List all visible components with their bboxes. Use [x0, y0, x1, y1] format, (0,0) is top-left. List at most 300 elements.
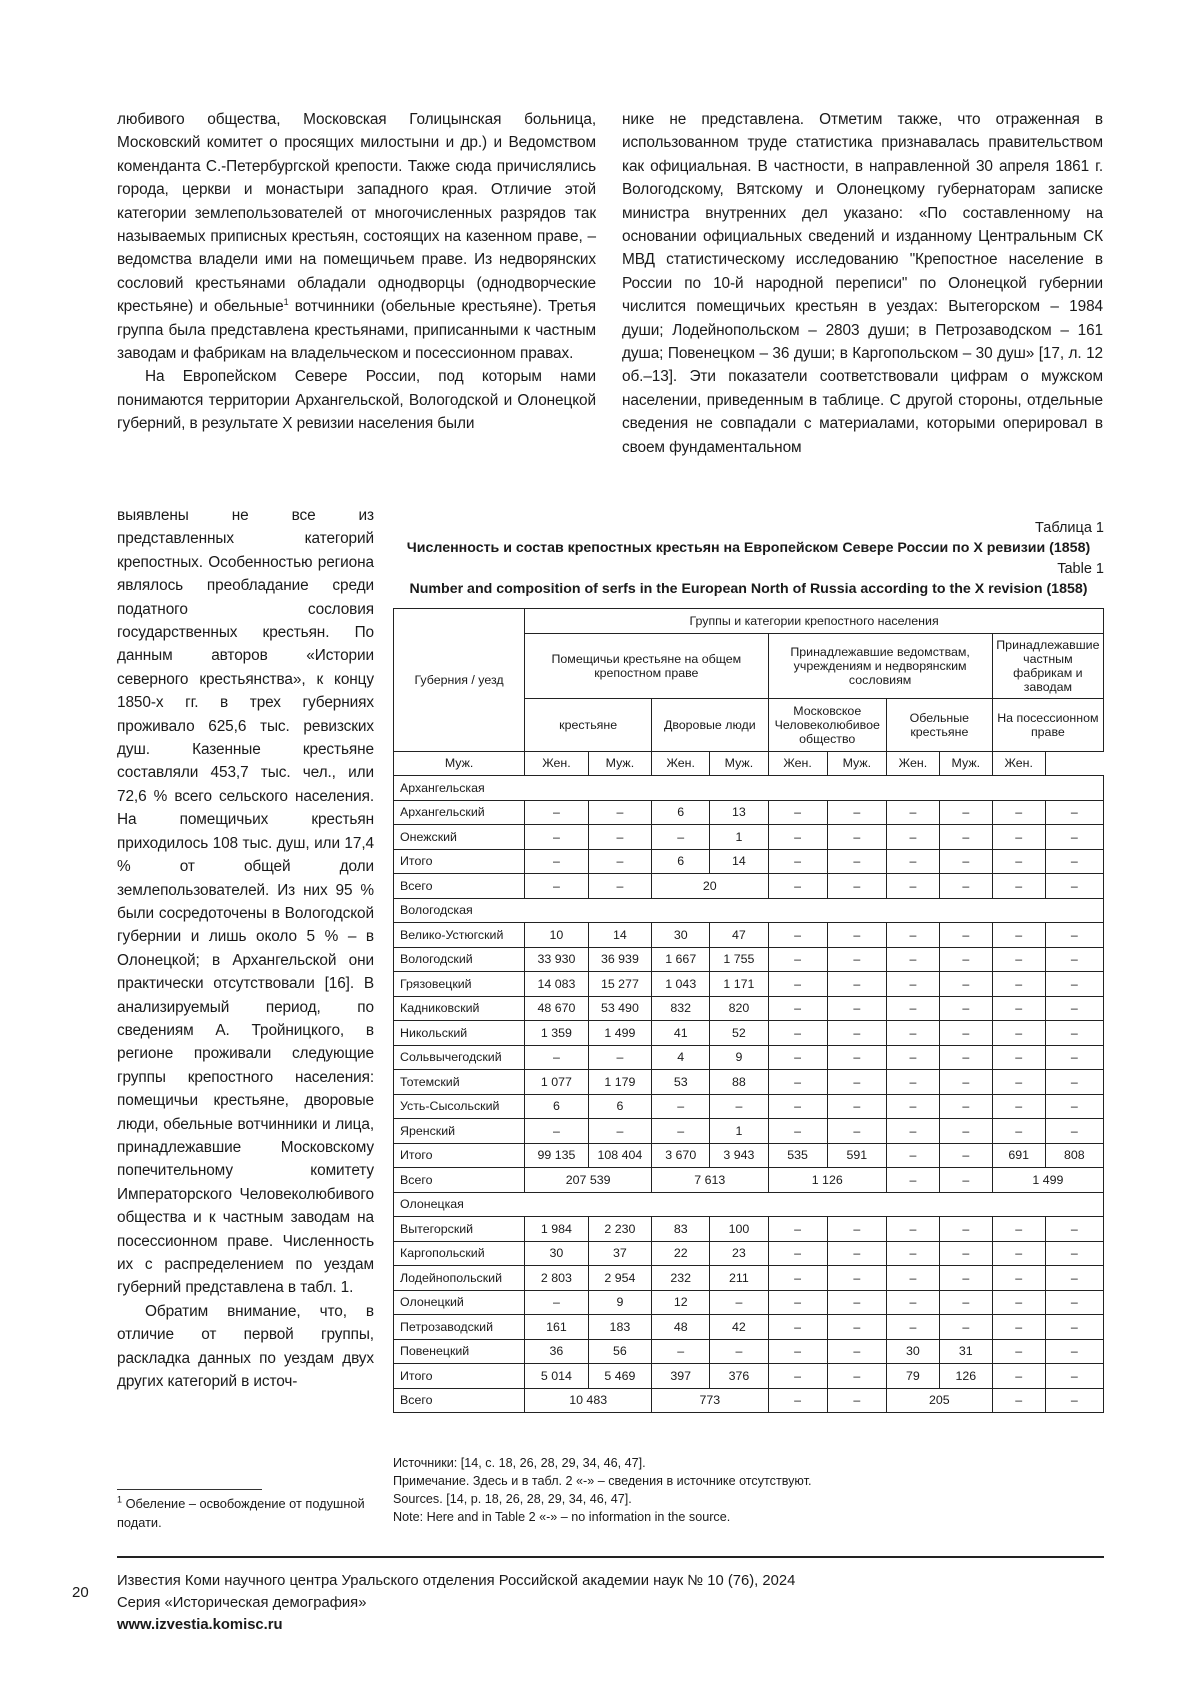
table-cell: – [588, 825, 651, 850]
table-cell: – [652, 825, 710, 850]
district-name: Всего [394, 874, 525, 899]
table-cell: 9 [588, 1290, 651, 1315]
note-ru: Примечание. Здесь и в табл. 2 «-» – сведения в источнике отсутствуют. [393, 1474, 812, 1488]
table-cell: – [1045, 1266, 1103, 1291]
table-cell: – [710, 1094, 768, 1119]
table-cell: 1 984 [525, 1217, 588, 1242]
table-cell: – [768, 1045, 827, 1070]
table-cell: – [886, 923, 939, 948]
table-cell: 1 179 [588, 1070, 651, 1095]
table-cell: – [939, 1217, 992, 1242]
table-row-region [394, 898, 1104, 923]
table-cell: – [1045, 947, 1103, 972]
table-cell: 691 [992, 1143, 1045, 1168]
table-cell: – [886, 1266, 939, 1291]
header-male: Муж. [827, 751, 886, 776]
table-cell: – [827, 874, 886, 899]
district-name: Всего [394, 1388, 525, 1413]
footnote-ref[interactable]: 1 [283, 297, 289, 308]
table-cell: 13 [710, 800, 768, 825]
table-cell: 820 [710, 996, 768, 1021]
table-cell: – [652, 1339, 710, 1364]
table-cell: – [992, 1217, 1045, 1242]
district-name: Итого [394, 1143, 525, 1168]
district-name: Олонецкий [394, 1290, 525, 1315]
table-cell: – [886, 1070, 939, 1095]
table-row [394, 1241, 1104, 1266]
table-cell: – [827, 1241, 886, 1266]
table-cell: – [939, 1168, 992, 1193]
table-row [394, 1143, 1104, 1168]
table-row [394, 1290, 1104, 1315]
paragraph: нике не представлена. Отметим также, что отраженная в использованном труде статистика признавалась правительством как официальная. В частности, в направленной 30 апреля 1861 г. Вологодскому, Вятскому и Олонецкому губернаторам записке министра внутренних дел указано: «По составленному на основании официальных сведений и изданному Центральным СК МВД статистическому исследованию "Крепостное население в России по 10-й народной переписи" по Олонецкой губернии числится помещичьих крестьян в уездах: Вытегорском – 1984 души; Лодейнопольском – 2803 души; в Петрозаводском – 161 душа; Повенецком – 36 души; в Каргопольском – 30 душ» [17, л. 12 об.–13]. Эти показатели соответствовали цифрам о мужском населении, приведенным в таблице. С другой стороны, отдельные сведения не совпадали с материалами, которыми оперировал в своем фундаментальном [622, 111, 1103, 456]
table-cell: – [827, 1045, 886, 1070]
table-cell: 36 [525, 1339, 588, 1364]
table-cell: – [992, 1388, 1045, 1413]
table-cell: – [827, 972, 886, 997]
header-male: Муж. [939, 751, 992, 776]
table-cell: 47 [710, 923, 768, 948]
table-cell: 30 [652, 923, 710, 948]
district-name: Итого [394, 1364, 525, 1389]
table-cell: 10 483 [525, 1388, 652, 1413]
table-row-total [394, 874, 1104, 899]
table-title-ru: Численность и состав крепостных крестьян на Европейском Севере России по Х ревизии (1858) [406, 540, 1091, 556]
header-groups: Группы и категории крепостного населения [525, 609, 1104, 634]
table-cell: – [992, 1266, 1045, 1291]
header-group-institutions: Принадлежавшие ведомствам, учреждениям и недворянским сословиям [768, 633, 992, 698]
data-table [393, 608, 1104, 1413]
table-row-total [394, 1388, 1104, 1413]
series-title: Серия «Историческая демография» [117, 1595, 367, 1611]
table-cell: – [768, 1290, 827, 1315]
table-cell: 99 135 [525, 1143, 588, 1168]
table-cell: – [886, 1119, 939, 1144]
table-cell: – [886, 1241, 939, 1266]
table-row [394, 1315, 1104, 1340]
table-cell: 2 230 [588, 1217, 651, 1242]
table-cell: – [1045, 972, 1103, 997]
table-cell: – [1045, 1339, 1103, 1364]
table-cell: 6 [525, 1094, 588, 1119]
table-cell: 2 803 [525, 1266, 588, 1291]
table-cell: – [710, 1290, 768, 1315]
table-cell: – [827, 1315, 886, 1340]
table-cell: 7 613 [652, 1168, 768, 1193]
table-cell: – [768, 1315, 827, 1340]
table-cell: 14 [710, 849, 768, 874]
table-cell: 3 943 [710, 1143, 768, 1168]
region-name: Архангельская [394, 776, 525, 801]
table-cell: – [886, 1315, 939, 1340]
table-cell: 1 [710, 1119, 768, 1144]
table-cell: – [768, 1070, 827, 1095]
table-cell [525, 1192, 1104, 1217]
table-cell: – [992, 1021, 1045, 1046]
table-cell: – [768, 1094, 827, 1119]
table-cell: – [588, 849, 651, 874]
table-cell: – [939, 849, 992, 874]
district-name: Кадниковский [394, 996, 525, 1021]
table-cell: – [588, 874, 651, 899]
table-cell: – [939, 1021, 992, 1046]
table-cell: 9 [710, 1045, 768, 1070]
table-cell: 23 [710, 1241, 768, 1266]
table-cell: – [939, 1241, 992, 1266]
table-cell: – [939, 947, 992, 972]
table-row [394, 1339, 1104, 1364]
table-cell: – [1045, 1388, 1103, 1413]
table-cell: – [1045, 923, 1103, 948]
table-cell: – [1045, 874, 1103, 899]
table-cell: – [992, 874, 1045, 899]
table-cell: – [939, 996, 992, 1021]
header-male: Муж. [394, 751, 525, 776]
table-cell: – [768, 849, 827, 874]
table-cell: – [992, 996, 1045, 1021]
table-cell: 15 277 [588, 972, 651, 997]
table-cell: 12 [652, 1290, 710, 1315]
table-cell: – [768, 874, 827, 899]
table-cell: – [710, 1339, 768, 1364]
table-cell: 832 [652, 996, 710, 1021]
table-cell: 1 667 [652, 947, 710, 972]
region-name: Вологодская [394, 898, 525, 923]
paragraph: Обратим внимание, что, в отличие от первой группы, раскладка данных по уездам двух других категорий в источ- [117, 1302, 374, 1391]
table-cell: 5 014 [525, 1364, 588, 1389]
table-cell: 88 [710, 1070, 768, 1095]
table-cell: – [886, 1143, 939, 1168]
table-cell: 14 083 [525, 972, 588, 997]
table-cell: 126 [939, 1364, 992, 1389]
table-cell: – [939, 972, 992, 997]
table-cell: 37 [588, 1241, 651, 1266]
table-cell: 232 [652, 1266, 710, 1291]
table-cell: – [827, 800, 886, 825]
district-name: Велико-Устюгский [394, 923, 525, 948]
table-cell: – [1045, 1241, 1103, 1266]
table-cell: 48 [652, 1315, 710, 1340]
header-male: Муж. [710, 751, 768, 776]
table-cell: 211 [710, 1266, 768, 1291]
table-cell: – [886, 874, 939, 899]
header-obelnye: Обельные крестьяне [886, 698, 992, 751]
table-cell: – [886, 1094, 939, 1119]
table-cell: – [886, 849, 939, 874]
table-row [394, 1094, 1104, 1119]
table-cell: – [939, 800, 992, 825]
table-cell: – [1045, 1315, 1103, 1340]
table-cell: 36 939 [588, 947, 651, 972]
journal-url[interactable]: www.izvestia.komisc.ru [117, 1617, 283, 1633]
district-name: Онежский [394, 825, 525, 850]
table-cell: – [1045, 849, 1103, 874]
table-cell: 1 499 [588, 1021, 651, 1046]
table-cell: – [525, 1119, 588, 1144]
table-cell: – [886, 996, 939, 1021]
header-group-factories: Принадлежавшие частным фабрикам и заводам [992, 633, 1103, 698]
table-row [394, 972, 1104, 997]
table-cell: – [525, 825, 588, 850]
table-cell: – [992, 1119, 1045, 1144]
table-cell: – [992, 1045, 1045, 1070]
table-cell: – [992, 1339, 1045, 1364]
note-en: Note: Here and in Table 2 «-» – no information in the source. [393, 1510, 731, 1524]
district-name: Яренский [394, 1119, 525, 1144]
table-cell: 33 930 [525, 947, 588, 972]
table-cell: – [525, 849, 588, 874]
table-cell: 30 [886, 1339, 939, 1364]
table-cell: – [992, 800, 1045, 825]
table-cell: 41 [652, 1021, 710, 1046]
table-cell: – [827, 1339, 886, 1364]
paragraph: На Европейском Севере России, под которым нами понимаются территории Архангельской, Вологодской и Олонецкой губерний, в результате Х ревизии населения были [117, 368, 596, 433]
table-cell: 5 469 [588, 1364, 651, 1389]
table-row-region [394, 776, 1104, 801]
table-cell: – [886, 1045, 939, 1070]
right-column-top [622, 108, 1103, 459]
table-cell: – [768, 1217, 827, 1242]
sources-en: Sources. [14, p. 18, 26, 28, 29, 34, 46, 47]. [393, 1492, 632, 1506]
table-cell: 1 499 [992, 1168, 1103, 1193]
table-cell: 83 [652, 1217, 710, 1242]
district-name: Вытегорский [394, 1217, 525, 1242]
table-cell: – [768, 1241, 827, 1266]
header-female: Жен. [652, 751, 710, 776]
paragraph: любивого общества, Московская Голицынская больница, Московский комитет о просящих милостыни и др.) и Ведомством коменданта С.-Петербургской крепости. Также сюда причислялись города, церкви и монастыри западного края. Отличие этой категории землепользователей от многочисленных разрядов так называемых приписных крестьян, состоящих на казенном праве, – ведомства владели ими на помещичьем праве. Из недворянских сословий крестьянами обладали однодворцы (однодворческие крестьяне) и обельные$^1$ вотчинники (обельные крестьяне). Третья группа была представлена крестьянами, приписанными к частным заводам и фабрикам на владельческом и посессионном правах. [117, 111, 596, 363]
table-cell: 6 [652, 800, 710, 825]
left-column-narrow [117, 504, 374, 1393]
table-cell: – [652, 1094, 710, 1119]
table-cell: – [886, 1217, 939, 1242]
table-cell: – [939, 1070, 992, 1095]
district-name: Архангельский [394, 800, 525, 825]
table-cell: – [886, 972, 939, 997]
header-female: Жен. [768, 751, 827, 776]
table-cell: – [588, 1119, 651, 1144]
table-cell: – [939, 1119, 992, 1144]
table-cell: – [886, 1290, 939, 1315]
table-cell: – [525, 1290, 588, 1315]
table-cell: 52 [710, 1021, 768, 1046]
district-name: Лодейнопольский [394, 1266, 525, 1291]
table-cell: 1 359 [525, 1021, 588, 1046]
table-cell: 1 171 [710, 972, 768, 997]
table-row-total [394, 1168, 1104, 1193]
table-number-ru: Таблица 1 [1035, 520, 1104, 536]
table-cell: – [827, 1388, 886, 1413]
table-cell: – [886, 947, 939, 972]
table-cell: – [1045, 1364, 1103, 1389]
table-cell: – [886, 825, 939, 850]
district-name: Итого [394, 849, 525, 874]
table-cell: 1 043 [652, 972, 710, 997]
table-cell: – [588, 1045, 651, 1070]
district-name: Петрозаводский [394, 1315, 525, 1340]
table-cell: – [827, 1364, 886, 1389]
district-name: Всего [394, 1168, 525, 1193]
table-cell: – [886, 800, 939, 825]
table-cell: – [827, 1217, 886, 1242]
table-cell: – [768, 923, 827, 948]
table-cell: – [1045, 1290, 1103, 1315]
table-cell: – [992, 1070, 1045, 1095]
table-cell: – [1045, 1045, 1103, 1070]
table-cell: – [1045, 996, 1103, 1021]
table-cell: 4 [652, 1045, 710, 1070]
header-group-landlord: Помещичьи крестьяне на общем крепостном праве [525, 633, 768, 698]
district-name: Вологодский [394, 947, 525, 972]
table-cell: 22 [652, 1241, 710, 1266]
sources-ru: Источники: [14, с. 18, 26, 28, 29, 34, 46, 47]. [393, 1456, 646, 1470]
header-household: Дворовые люди [652, 698, 768, 751]
table-row [394, 923, 1104, 948]
table-cell: – [939, 1094, 992, 1119]
table-cell: 1 077 [525, 1070, 588, 1095]
table-cell: – [939, 1143, 992, 1168]
table-cell: – [588, 800, 651, 825]
table-cell: 205 [886, 1388, 992, 1413]
table-cell: 30 [525, 1241, 588, 1266]
table-cell: 56 [588, 1339, 651, 1364]
header-moscow-society: Московское Человеколюбивое общество [768, 698, 886, 751]
table-row [394, 800, 1104, 825]
header-peasants: крестьяне [525, 698, 652, 751]
table-cell: 3 670 [652, 1143, 710, 1168]
district-name: Усть-Сысольский [394, 1094, 525, 1119]
header-male: Муж. [588, 751, 651, 776]
table-cell [525, 776, 1104, 801]
table-cell: 535 [768, 1143, 827, 1168]
table-cell: 808 [1045, 1143, 1103, 1168]
table-cell: 42 [710, 1315, 768, 1340]
table-cell: – [768, 996, 827, 1021]
table-cell: – [992, 1241, 1045, 1266]
table-cell: – [827, 923, 886, 948]
district-name: Сольвычегодский [394, 1045, 525, 1070]
header-female: Жен. [992, 751, 1045, 776]
footnote-divider [117, 1489, 262, 1490]
table-cell: – [886, 1021, 939, 1046]
table-cell: – [886, 1168, 939, 1193]
header-possession: На посессионном праве [992, 698, 1103, 751]
paragraph: выявлены не все из представленных категорий крепостных. Особенностью региона являлось преобладание среди податного сословия государственных крестьян. По данным авторов «Истории северного крестьянства», к концу 1850-х гг. в трех губерниях проживало 625,6 тыс. ревизских душ. Казенные крестьяне составляли 453,7 тыс. чел., или 72,6 % всего сельского населения. На помещичьих крестьян приходилось 108 тыс. душ, или 17,4 % от общей доли землепользователей. Из них 95 % были сосредоточены в Вологодской губернии и лишь около 5 % – в Олонецкой; в Архангельской они практически отсутствовали [16]. В анализируемый период, по сведениям А. Тройницкого, в регионе проживали следующие группы крепостного населения: помещичьи крестьяне, дворовые люди, обельные вотчинники и лица, принадлежавшие Московскому попечительному комитету Императорского Человеколюбивого общества и к частным заводам на посессионном праве. Численность их с распределением по уездам губерний представлена в табл. 1. [117, 507, 374, 1297]
table-cell: 108 404 [588, 1143, 651, 1168]
table-cell: – [939, 1290, 992, 1315]
table-cell: – [939, 923, 992, 948]
table-cell [525, 898, 1104, 923]
table-cell: 100 [710, 1217, 768, 1242]
table-cell: – [827, 947, 886, 972]
table-row [394, 1119, 1104, 1144]
table-cell: – [1045, 1119, 1103, 1144]
footnote: $^1$ Обеление – освобождение от подушной подати. [117, 1494, 365, 1530]
table-cell: – [768, 1364, 827, 1389]
district-name: Грязовецкий [394, 972, 525, 997]
table-cell: – [827, 825, 886, 850]
district-name: Никольский [394, 1021, 525, 1046]
table-cell: – [1045, 1021, 1103, 1046]
table-row [394, 1217, 1104, 1242]
district-name: Повенецкий [394, 1339, 525, 1364]
journal-title: Известия Коми научного центра Уральского отделения Российской академии наук № 10 (76), 2024 [117, 1573, 796, 1589]
table-cell: 6 [588, 1094, 651, 1119]
table-cell: – [652, 1119, 710, 1144]
page-number: 20 [72, 1584, 89, 1601]
header-gubernia: Губерния / уезд [394, 609, 525, 752]
table-cell: – [768, 1021, 827, 1046]
table-cell: 773 [652, 1388, 768, 1413]
table-cell: 397 [652, 1364, 710, 1389]
table-cell: 183 [588, 1315, 651, 1340]
table-cell: 1 [710, 825, 768, 850]
table-row [394, 1266, 1104, 1291]
table-cell: – [939, 825, 992, 850]
table-cell: – [827, 1094, 886, 1119]
table-cell: – [768, 972, 827, 997]
table-cell: – [939, 1045, 992, 1070]
table-row [394, 1021, 1104, 1046]
region-name: Олонецкая [394, 1192, 525, 1217]
table-cell: 48 670 [525, 996, 588, 1021]
table-cell: – [827, 1021, 886, 1046]
table-cell: 2 954 [588, 1266, 651, 1291]
table-cell: 207 539 [525, 1168, 652, 1193]
table-row [394, 996, 1104, 1021]
table-row [394, 1364, 1104, 1389]
table-cell: 31 [939, 1339, 992, 1364]
table-cell: 53 [652, 1070, 710, 1095]
table-cell: – [992, 1315, 1045, 1340]
table-cell: 1 755 [710, 947, 768, 972]
table-cell: – [939, 874, 992, 899]
table-cell: 79 [886, 1364, 939, 1389]
table-cell: – [827, 1070, 886, 1095]
table-cell: – [992, 1364, 1045, 1389]
table-cell: 10 [525, 923, 588, 948]
table-cell: – [1045, 825, 1103, 850]
table-row-region [394, 1192, 1104, 1217]
table-cell: – [939, 1315, 992, 1340]
table-cell: – [1045, 800, 1103, 825]
table-cell: – [827, 1119, 886, 1144]
table-cell: – [992, 849, 1045, 874]
footer-divider [117, 1556, 1104, 1558]
table-cell: – [827, 1266, 886, 1291]
header-female: Жен. [525, 751, 588, 776]
table-cell: – [525, 1045, 588, 1070]
table-cell: 161 [525, 1315, 588, 1340]
table-cell: – [827, 1290, 886, 1315]
table-cell: – [992, 923, 1045, 948]
table-cell: 591 [827, 1143, 886, 1168]
table-cell: – [768, 947, 827, 972]
left-column-top [117, 108, 596, 436]
table-cell: – [992, 825, 1045, 850]
table-row [394, 1070, 1104, 1095]
table-cell: – [827, 996, 886, 1021]
table-cell: – [768, 800, 827, 825]
footer [117, 1570, 795, 1636]
table-row [394, 947, 1104, 972]
table-cell: – [992, 1094, 1045, 1119]
table-cell: 376 [710, 1364, 768, 1389]
table-cell: – [1045, 1217, 1103, 1242]
table-cell: – [768, 825, 827, 850]
table-cell: – [1045, 1094, 1103, 1119]
district-name: Тотемский [394, 1070, 525, 1095]
table-number-en: Table 1 [1057, 561, 1104, 577]
